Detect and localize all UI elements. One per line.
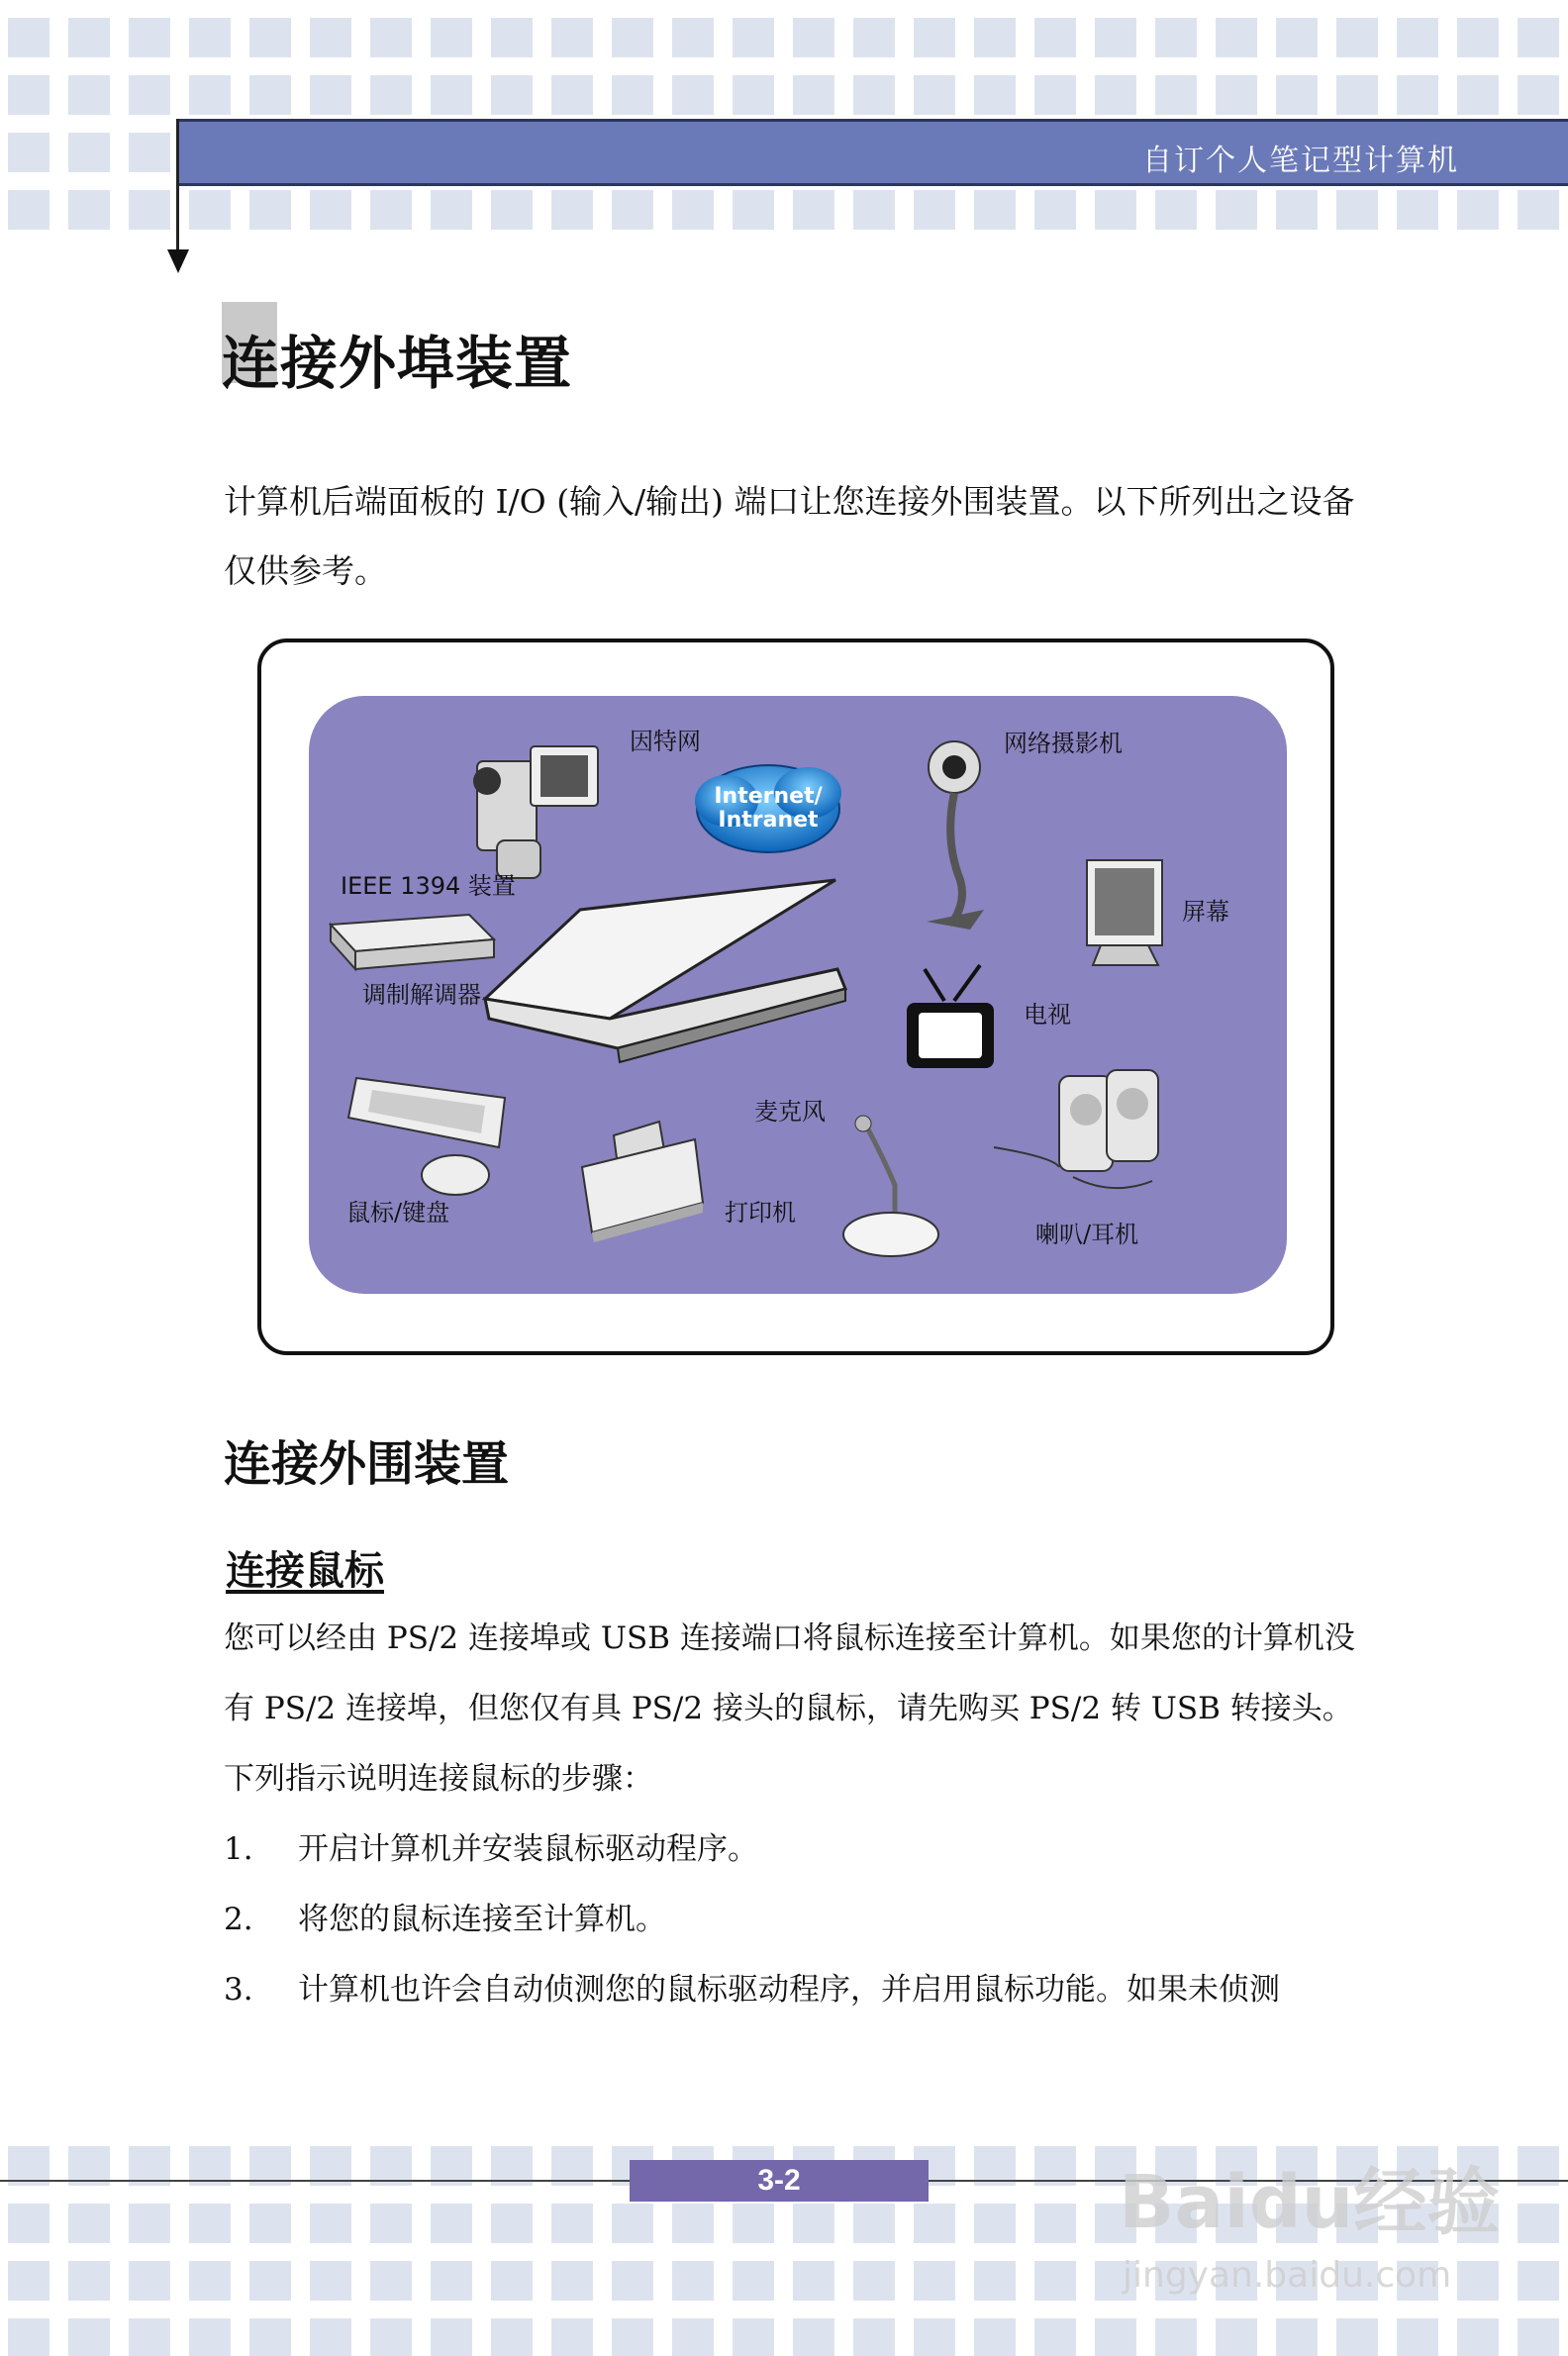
grid-square	[1095, 75, 1136, 115]
grid-square	[310, 18, 351, 57]
grid-square	[68, 75, 110, 115]
grid-square	[1155, 18, 1197, 57]
grid-square	[8, 75, 49, 115]
grid-square	[68, 2261, 110, 2301]
grid-square	[793, 190, 834, 230]
grid-square	[310, 190, 351, 230]
grid-square	[431, 75, 472, 115]
grid-square	[129, 75, 170, 115]
page-title: 连接外埠装置	[222, 330, 573, 397]
step-text: 计算机也许会自动侦测您的鼠标驱动程序，并启用鼠标功能。如果未侦测	[298, 1972, 1280, 2008]
header-divider	[176, 119, 179, 252]
list-item	[224, 1885, 1372, 1955]
grid-square	[974, 75, 1016, 115]
grid-square	[1034, 190, 1076, 230]
grid-square	[1336, 75, 1378, 115]
grid-square	[491, 2261, 533, 2301]
grid-square	[1095, 2318, 1136, 2356]
grid-square	[310, 2261, 351, 2301]
grid-square	[914, 2204, 955, 2243]
grid-square	[431, 2318, 472, 2356]
page-number: 3-2	[630, 2160, 929, 2202]
grid-square	[1457, 190, 1499, 230]
grid-square	[1336, 190, 1378, 230]
grid-square	[1216, 75, 1257, 115]
grid-square	[310, 75, 351, 115]
header-bar	[178, 119, 1568, 186]
grid-square	[733, 190, 774, 230]
grid-square	[68, 190, 110, 230]
watermark-brand: Baidu经验	[1119, 2160, 1501, 2245]
grid-square	[1155, 75, 1197, 115]
baidu-watermark	[1109, 2118, 1544, 2316]
label-microphone: 麦克风	[754, 1098, 826, 1126]
label-speaker: 喇叭/耳机	[1035, 1221, 1139, 1248]
grid-square	[1095, 18, 1136, 57]
grid-square	[431, 2261, 472, 2301]
grid-square	[8, 2204, 49, 2243]
grid-square	[68, 2204, 110, 2243]
intro-paragraph: 计算机后端面板的 I/O (输入/输出) 端口让您连接外围装置。以下所列出之设备仅供参考。	[224, 482, 1355, 590]
grid-square	[1276, 190, 1318, 230]
grid-square	[370, 190, 412, 230]
grid-square	[1155, 190, 1197, 230]
grid-square	[1216, 190, 1257, 230]
grid-square	[853, 2204, 895, 2243]
grid-square	[1457, 2318, 1499, 2356]
grid-square	[491, 18, 533, 57]
grid-square	[8, 2318, 49, 2356]
grid-square	[8, 133, 49, 172]
grid-square	[793, 18, 834, 57]
grid-square	[672, 2204, 714, 2243]
label-ieee: IEEE 1394 装置	[341, 872, 516, 900]
grid-square	[68, 2318, 110, 2356]
grid-square	[551, 18, 593, 57]
grid-square	[1034, 2318, 1076, 2356]
grid-square	[249, 2318, 291, 2356]
grid-square	[853, 190, 895, 230]
grid-square	[612, 2261, 653, 2301]
grid-square	[370, 18, 412, 57]
list-item	[224, 1955, 1372, 2025]
grid-square	[189, 2204, 231, 2243]
grid-square	[914, 2318, 955, 2356]
grid-square	[1034, 18, 1076, 57]
header-title: 自订个人笔记型计算机	[1142, 144, 1459, 178]
label-internet: 因特网	[630, 728, 701, 755]
label-printer: 打印机	[725, 1199, 796, 1227]
subsection-title: 连接鼠标	[226, 1548, 384, 1594]
down-arrow-icon	[167, 249, 189, 273]
monitor-icon	[1087, 860, 1162, 965]
grid-square	[129, 133, 170, 172]
grid-square	[189, 18, 231, 57]
step-number: 2.	[224, 1902, 253, 1937]
grid-square	[1518, 2318, 1559, 2356]
grid-square	[189, 190, 231, 230]
grid-square	[1155, 2318, 1197, 2356]
grid-square	[853, 2318, 895, 2356]
step-number: 3.	[224, 1972, 253, 2008]
grid-square	[129, 2261, 170, 2301]
svg-text:Intranet: Intranet	[718, 808, 819, 833]
internet-cloud-icon	[695, 765, 841, 852]
grid-square	[8, 2261, 49, 2301]
grid-square	[612, 75, 653, 115]
grid-square	[1397, 2318, 1438, 2356]
grid-square	[1518, 18, 1559, 57]
label-tv: 电视	[1024, 1001, 1071, 1029]
grid-square	[1095, 190, 1136, 230]
grid-square	[129, 2204, 170, 2243]
grid-square	[974, 18, 1016, 57]
grid-square	[1518, 75, 1559, 115]
grid-square	[1457, 75, 1499, 115]
grid-square	[189, 2318, 231, 2356]
steps-list	[224, 1815, 1372, 2025]
grid-square	[1518, 190, 1559, 230]
grid-square	[551, 75, 593, 115]
grid-square	[491, 2204, 533, 2243]
grid-square	[914, 190, 955, 230]
grid-square	[431, 190, 472, 230]
peripheral-diagram-frame	[257, 638, 1334, 1355]
grid-square	[1034, 75, 1076, 115]
grid-square	[793, 2261, 834, 2301]
grid-square	[793, 2318, 834, 2356]
grid-square	[129, 190, 170, 230]
grid-square	[612, 18, 653, 57]
grid-square	[491, 2318, 533, 2356]
grid-square	[974, 190, 1016, 230]
grid-square	[370, 2204, 412, 2243]
grid-square	[1336, 18, 1378, 57]
grid-square	[733, 2261, 774, 2301]
grid-square	[370, 2318, 412, 2356]
grid-square	[370, 75, 412, 115]
label-webcam: 网络摄影机	[1004, 730, 1123, 757]
grid-square	[249, 190, 291, 230]
grid-square	[249, 18, 291, 57]
grid-square	[1457, 18, 1499, 57]
peripheral-diagram	[261, 642, 1330, 1351]
grid-square	[672, 190, 714, 230]
grid-square	[431, 2204, 472, 2243]
grid-square	[733, 18, 774, 57]
grid-square	[1397, 18, 1438, 57]
grid-square	[249, 2204, 291, 2243]
grid-square	[793, 2204, 834, 2243]
grid-square	[68, 133, 110, 172]
grid-square	[974, 2204, 1016, 2243]
grid-square	[853, 18, 895, 57]
grid-square	[914, 75, 955, 115]
grid-square	[431, 18, 472, 57]
grid-square	[8, 18, 49, 57]
step-text: 开启计算机并安装鼠标驱动程序。	[298, 1831, 758, 1867]
grid-square	[733, 2318, 774, 2356]
grid-square	[491, 75, 533, 115]
list-item	[224, 1815, 1372, 1885]
grid-square	[249, 75, 291, 115]
grid-square	[1276, 2318, 1318, 2356]
grid-square	[793, 75, 834, 115]
grid-square	[974, 2318, 1016, 2356]
grid-square	[551, 2318, 593, 2356]
grid-square	[672, 18, 714, 57]
mouse-icon	[422, 1155, 489, 1195]
watermark-url: jingyan.baidu.com	[1123, 2255, 1452, 2296]
mouse-instructions: 您可以经由 PS/2 连接埠或 USB 连接端口将鼠标连接至计算机。如果您的计算机没有 PS/2 连接埠，但您仅有具 PS/2 接头的鼠标，请先购买 PS/2 转 USB 转接头。下列指示说明连接鼠标的步骤：	[224, 1620, 1355, 1797]
grid-square	[1034, 2204, 1076, 2243]
section-title: 连接外围装置	[224, 1436, 510, 1492]
grid-square	[551, 190, 593, 230]
grid-square	[853, 2261, 895, 2301]
grid-square	[129, 2318, 170, 2356]
grid-square	[551, 2204, 593, 2243]
label-modem: 调制解调器	[362, 981, 481, 1009]
grid-square	[853, 75, 895, 115]
grid-square	[189, 2261, 231, 2301]
grid-square	[612, 190, 653, 230]
grid-square	[1276, 75, 1318, 115]
grid-square	[1216, 18, 1257, 57]
grid-square	[370, 2261, 412, 2301]
grid-square	[1034, 2261, 1076, 2301]
grid-square	[129, 18, 170, 57]
grid-square	[310, 2204, 351, 2243]
grid-square	[1397, 190, 1438, 230]
grid-square	[1276, 18, 1318, 57]
grid-square	[733, 75, 774, 115]
step-text: 将您的鼠标连接至计算机。	[298, 1902, 666, 1937]
grid-square	[914, 18, 955, 57]
grid-square	[612, 2318, 653, 2356]
grid-square	[914, 2261, 955, 2301]
label-monitor: 屏幕	[1182, 898, 1229, 926]
grid-square	[672, 2261, 714, 2301]
svg-text:Internet/: Internet/	[714, 784, 823, 809]
grid-square	[672, 75, 714, 115]
grid-square	[612, 2204, 653, 2243]
grid-square	[974, 2261, 1016, 2301]
label-mouse-keyboard: 鼠标/键盘	[346, 1199, 450, 1227]
grid-square	[1397, 75, 1438, 115]
grid-square	[733, 2204, 774, 2243]
grid-square	[672, 2318, 714, 2356]
grid-square	[551, 2261, 593, 2301]
grid-square	[491, 190, 533, 230]
grid-square	[68, 18, 110, 57]
grid-square	[1216, 2318, 1257, 2356]
grid-square	[310, 2318, 351, 2356]
grid-square	[249, 2261, 291, 2301]
step-number: 1.	[224, 1831, 253, 1867]
grid-square	[1336, 2318, 1378, 2356]
grid-square	[8, 190, 49, 230]
grid-square	[189, 75, 231, 115]
